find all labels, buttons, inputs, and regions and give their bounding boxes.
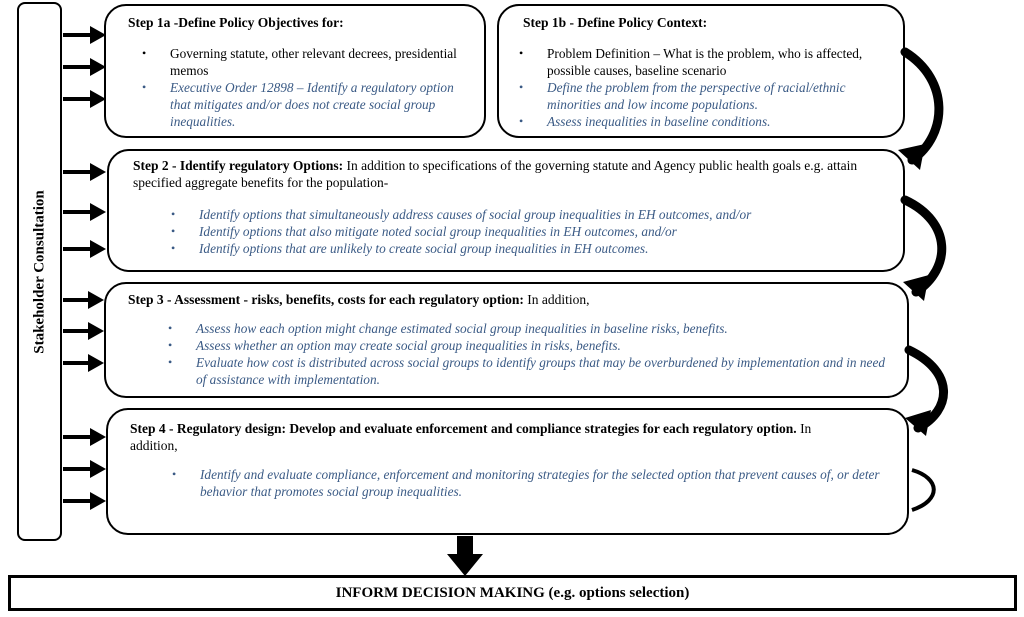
bullet-dot-icon: • <box>171 224 176 238</box>
stakeholder-arrow <box>63 291 104 309</box>
bullet-text: Assess whether an option may create social group inequalities in risks, benefits. <box>196 338 621 353</box>
bullet-text: Assess inequalities in baseline conditions. <box>547 114 771 129</box>
stakeholder-arrow <box>63 163 106 181</box>
bullet-dot-icon: • <box>172 467 177 481</box>
bullet-text: Executive Order 12898 – Identify a regulatory option that mitigates and/or does not create social group inequalities. <box>170 80 454 129</box>
stakeholder-arrow <box>63 322 104 340</box>
step-2-intro: In addition to specifications of the governing statute and Agency public health goals e.g. attain specified aggregate benefits for the population- <box>133 158 858 190</box>
stakeholder-arrow <box>63 240 106 258</box>
bullet-text: Governing statute, other relevant decrees, presidential memos <box>170 46 457 78</box>
stakeholder-arrow <box>63 428 106 446</box>
bullet-text: Identify options that simultaneously address causes of social group inequalities in EH outcomes, and/or <box>199 207 752 222</box>
flow-arrow-2-to-3 <box>903 200 942 301</box>
stakeholder-arrows <box>63 26 106 510</box>
stakeholder-arrow <box>63 26 106 44</box>
stakeholder-arrow <box>63 90 106 108</box>
stakeholder-arrow <box>63 58 106 76</box>
bullet-dot-icon: • <box>168 355 173 369</box>
bullet-text: Identify options that also mitigate noted social group inequalities in EH outcomes, and/or <box>199 224 677 239</box>
bullet-text: Identify and evaluate compliance, enforcement and monitoring strategies for the selected option that prevent causes of, or deter behavior that promotes social group inequalities. <box>200 467 880 499</box>
bullet-dot-icon: • <box>168 321 173 335</box>
bullet-dot-icon: • <box>142 46 147 60</box>
flow-arrow-4-return <box>912 470 934 510</box>
stakeholder-arrow <box>63 460 106 478</box>
bullet-text: Assess how each option might change estimated social group inequalities in baseline risks, benefits. <box>196 321 728 336</box>
step-4-intro: In addition, <box>130 421 812 453</box>
bullet-text: Identify options that are unlikely to create social group inequalities in EH outcomes. <box>199 241 649 256</box>
bullet-dot-icon: • <box>168 338 173 352</box>
step-3-title: Step 3 - Assessment - risks, benefits, costs for each regulatory option: <box>128 292 524 307</box>
bullet-dot-icon: • <box>519 46 524 60</box>
inform-decision-label: INFORM DECISION MAKING (e.g. options selection) <box>335 585 690 601</box>
step-1b-title: Step 1b - Define Policy Context: <box>523 15 708 30</box>
step-3-intro: In addition, <box>527 292 590 307</box>
bullet-text: Evaluate how cost is distributed across social groups to identify groups that may be overburdened by implementation and in need of assistance with implementation. <box>196 355 886 387</box>
bullet-text: Problem Definition – What is the problem, who is affected, possible causes, baseline scenario <box>547 46 863 78</box>
flow-arrow-1b-to-2 <box>898 52 939 170</box>
stakeholder-consultation-label: Stakeholder Consultation <box>31 189 47 354</box>
bullet-dot-icon: • <box>171 207 176 221</box>
stakeholder-arrow <box>63 203 106 221</box>
stakeholder-arrow <box>63 492 106 510</box>
bullet-text: Define the problem from the perspective of racial/ethnic minorities and low income populations. <box>547 80 846 112</box>
flow-arrow-3-to-4 <box>905 350 944 436</box>
step-2-title: Step 2 - Identify regulatory Options: <box>133 158 344 173</box>
bullet-dot-icon: • <box>519 114 524 128</box>
bullet-dot-icon: • <box>142 80 147 94</box>
bullet-dot-icon: • <box>519 80 524 94</box>
step-4-title: Step 4 - Regulatory design: Develop and evaluate enforcement and compliance strategies for each regulatory option. <box>130 421 797 436</box>
down-arrow-to-decision <box>447 536 483 576</box>
step-1a-title: Step 1a -Define Policy Objectives for: <box>128 15 344 30</box>
stakeholder-arrow <box>63 354 104 372</box>
bullet-dot-icon: • <box>171 241 176 255</box>
